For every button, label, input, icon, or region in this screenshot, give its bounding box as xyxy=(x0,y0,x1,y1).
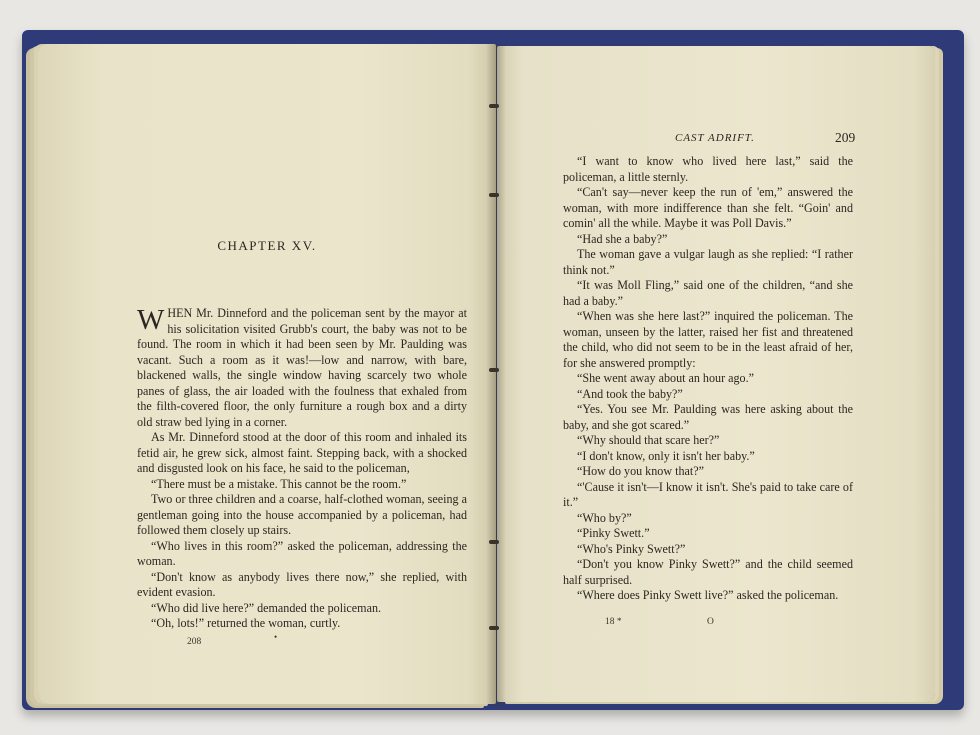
printer-dot: • xyxy=(274,632,278,642)
page-folio: 208 xyxy=(187,637,202,647)
paragraph: “Pinky Swett.” xyxy=(577,526,650,540)
paragraph: “Yes. You see Mr. Paulding was here asking about the baby, and she got scared.” xyxy=(563,402,853,432)
spine-gutter xyxy=(486,44,506,706)
paragraph: “And took the baby?” xyxy=(577,386,683,401)
paragraph: “Don't you know Pinky Swett?” and the child seemed half surprised. xyxy=(563,557,853,587)
paragraph: “It was Moll Fling,” said one of the children, “and she had a baby.” xyxy=(563,278,853,308)
paragraph: “There must be a mistake. This cannot be the room.” xyxy=(151,476,407,491)
paragraph: “How do you know that?” xyxy=(577,464,704,478)
drop-cap: W xyxy=(137,304,165,336)
left-page-body xyxy=(137,306,467,632)
paragraph: “Who did live here?” demanded the policeman. xyxy=(151,600,382,615)
paragraph: “Why should that scare her?” xyxy=(577,433,720,447)
paragraph: “When was she here last?” inquired the policeman. The woman, unseen by the latter, raised her fist and threatened the child, who did not seem to be in the least afraid of her, for she answered promptly: xyxy=(563,309,853,370)
signature-mark: 18 * xyxy=(605,617,622,627)
paragraph: “I want to know who lived here last,” said the policeman, a little sternly. xyxy=(563,154,853,184)
paragraph: As Mr. Dinneford stood at the door of this room and inhaled its fetid air, he grew sick, almost faint. Stepping back, with a shocked and disgusted look on his face, he said to the policeman, xyxy=(137,430,467,475)
right-page xyxy=(497,46,935,702)
paragraph: The woman gave a vulgar laugh as she replied: “I rather think not.” xyxy=(563,247,853,277)
binding-stitch xyxy=(489,193,499,197)
paragraph: “Who lives in this room?” asked the policeman, addressing the woman. xyxy=(137,538,467,568)
paragraph: “Where does Pinky Swett live?” asked the policeman. xyxy=(577,588,839,602)
binding-stitch xyxy=(489,104,499,108)
left-page xyxy=(38,44,496,704)
binding-stitch xyxy=(489,368,499,372)
paragraph: Two or three children and a coarse, half-clothed woman, seeing a gentleman going into the house accompanied by a policeman, had followed them closely up stairs. xyxy=(137,492,467,537)
binding-stitch xyxy=(489,626,499,630)
paragraph: “Who's Pinky Swett?” xyxy=(577,541,686,556)
paragraph: “Can't say—never keep the run of 'em,” answered the woman, with more indifference than she felt. “Goin' and comin' all the while. Maybe it was Poll Davis.” xyxy=(563,185,853,230)
chapter-title: CHAPTER XV. xyxy=(217,238,317,253)
paragraph: “Don't know as anybody lives there now,” she replied, with evident evasion. xyxy=(137,569,467,599)
paragraph: “Oh, lots!” returned the woman, curtly. xyxy=(151,616,341,630)
running-head: CAST ADRIFT. xyxy=(675,132,755,144)
paragraph: “I don't know, only it isn't her baby.” xyxy=(577,448,755,463)
page-number: 209 xyxy=(835,130,856,145)
opening-paragraph: HEN Mr. Dinneford and the policeman sent by the mayor at his solicitation visited Grubb's court, the baby was not to be found. The room in which it had been seen by Mr. Paulding was vacant. Such a room as it was!—low and narrow, with bare, blackened walls, the single window having scarcely two whole panes of glass, the air loaded with the foulness that exhaled from the filth-covered floor, the only furniture a rough box and a dirty old straw bed lying in a corner. xyxy=(137,306,467,429)
paragraph: “Who by?” xyxy=(577,510,632,525)
right-page-body xyxy=(563,154,853,604)
paragraph: “Had she a baby?” xyxy=(577,231,668,246)
paragraph: “She went away about an hour ago.” xyxy=(577,371,754,385)
paragraph: “'Cause it isn't—I know it isn't. She's paid to take care of it.” xyxy=(563,479,853,509)
binding-stitch xyxy=(489,540,499,544)
signature-letter: O xyxy=(707,617,714,627)
